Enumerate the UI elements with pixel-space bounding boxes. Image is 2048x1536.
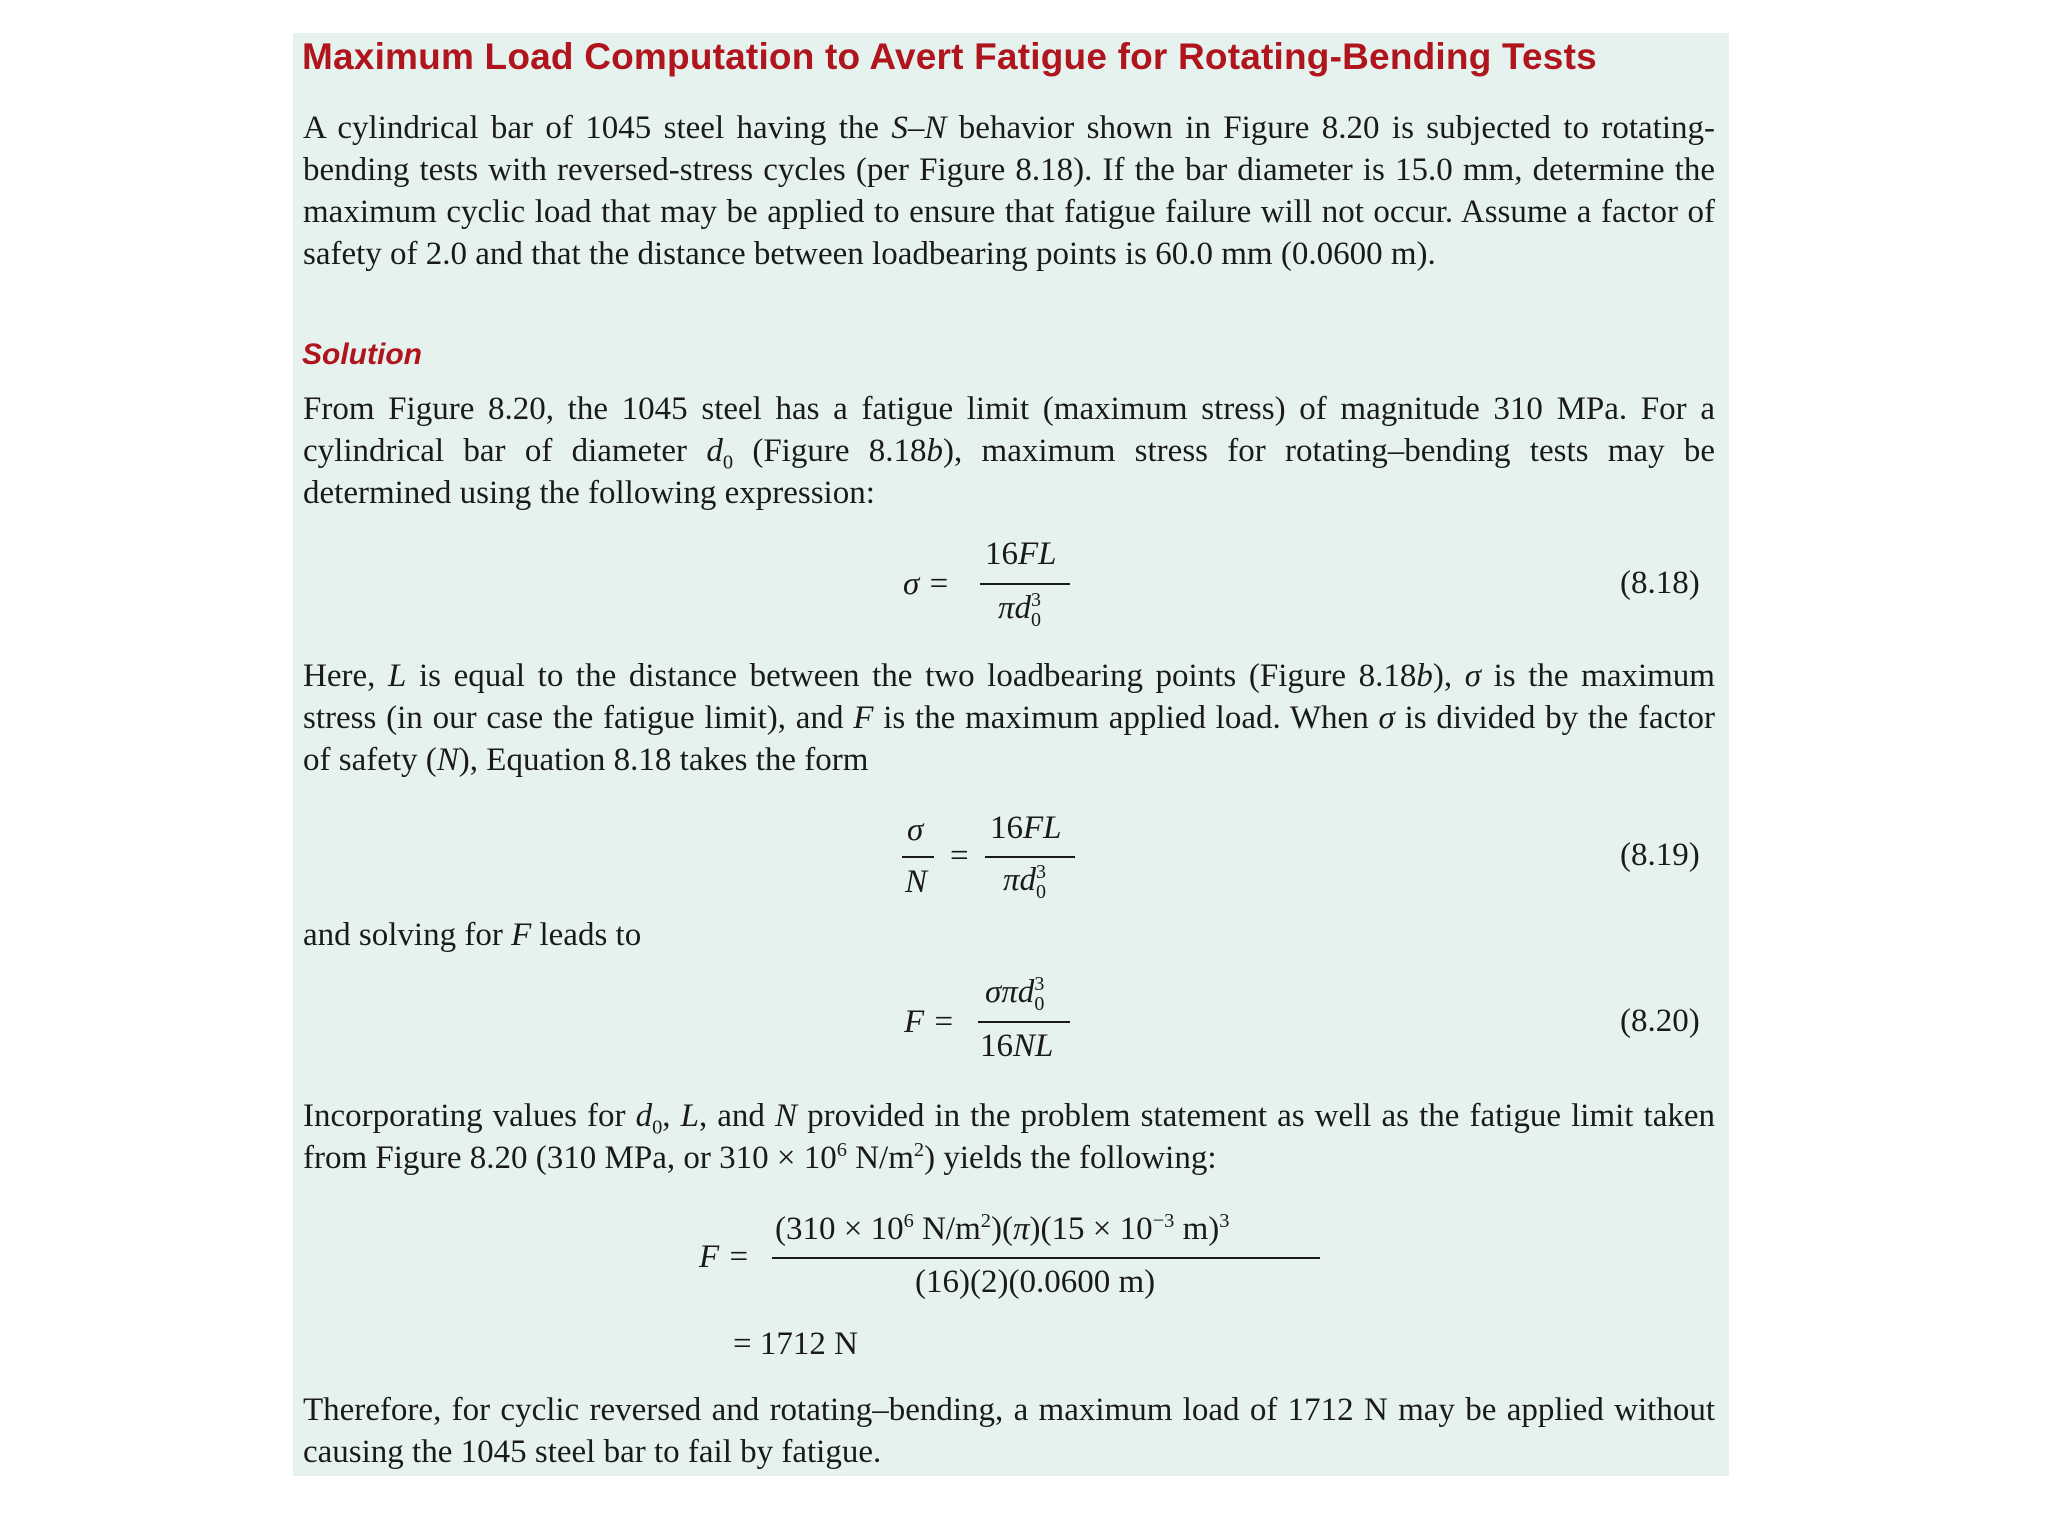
- problem-title: Maximum Load Computation to Avert Fatigue for Rotating-Bending Tests: [302, 36, 1597, 77]
- solution-paragraph-3: and solving for F leads to: [303, 917, 642, 953]
- calculation-result: = 1712 N: [733, 1326, 858, 1362]
- solution-heading: Solution: [302, 338, 422, 371]
- solution-paragraph-4: Incorporating values for $d_0$, L, and N provided in the problem statement as well as the fatigue limit taken from Figure 8.20 (310 MPa, or $310 \times 10^6$ $N/m^2$) yields the following:: [303, 1098, 1715, 1176]
- equation-number-8-19: (8.19): [1620, 837, 1700, 873]
- solution-paragraph-2: Here, L is equal to the distance between the two loadbearing points (Figure 8.18b), σ is the maximum stress (in our case the fatigue limit), and F is the maximum applied load. When σ is divided by the factor of safety (N), Equation 8.18 takes the form: [303, 658, 1715, 778]
- equation-number-8-18: (8.18): [1620, 565, 1700, 601]
- problem-statement: A cylindrical bar of 1045 steel having the S–N behavior shown in Figure 8.20 is subjected to rotating-bending tests with reversed-stress cycles (per Figure 8.18). If the bar diameter is 15.0 mm, determine the maximum cyclic load that may be applied to ensure that fatigue failure will not occur. Assume a factor of safety of 2.0 and that the distance between loadbearing points is 60.0 mm (0.0600 m).: [303, 110, 1715, 272]
- equation-number-8-20: (8.20): [1620, 1003, 1700, 1039]
- conclusion-paragraph: Therefore, for cyclic reversed and rotating–bending, a maximum load of 1712 N may be applied without causing the 1045 steel bar to fail by fatigue.: [303, 1392, 1715, 1470]
- solution-paragraph-1: From Figure 8.20, the 1045 steel has a fatigue limit (maximum stress) of magnitude 310 MPa. For a cylindrical bar of diameter $d_0$ (Figure 8.18b), maximum stress for rotating–bending tests may be determined using the following expression:: [303, 391, 1716, 511]
